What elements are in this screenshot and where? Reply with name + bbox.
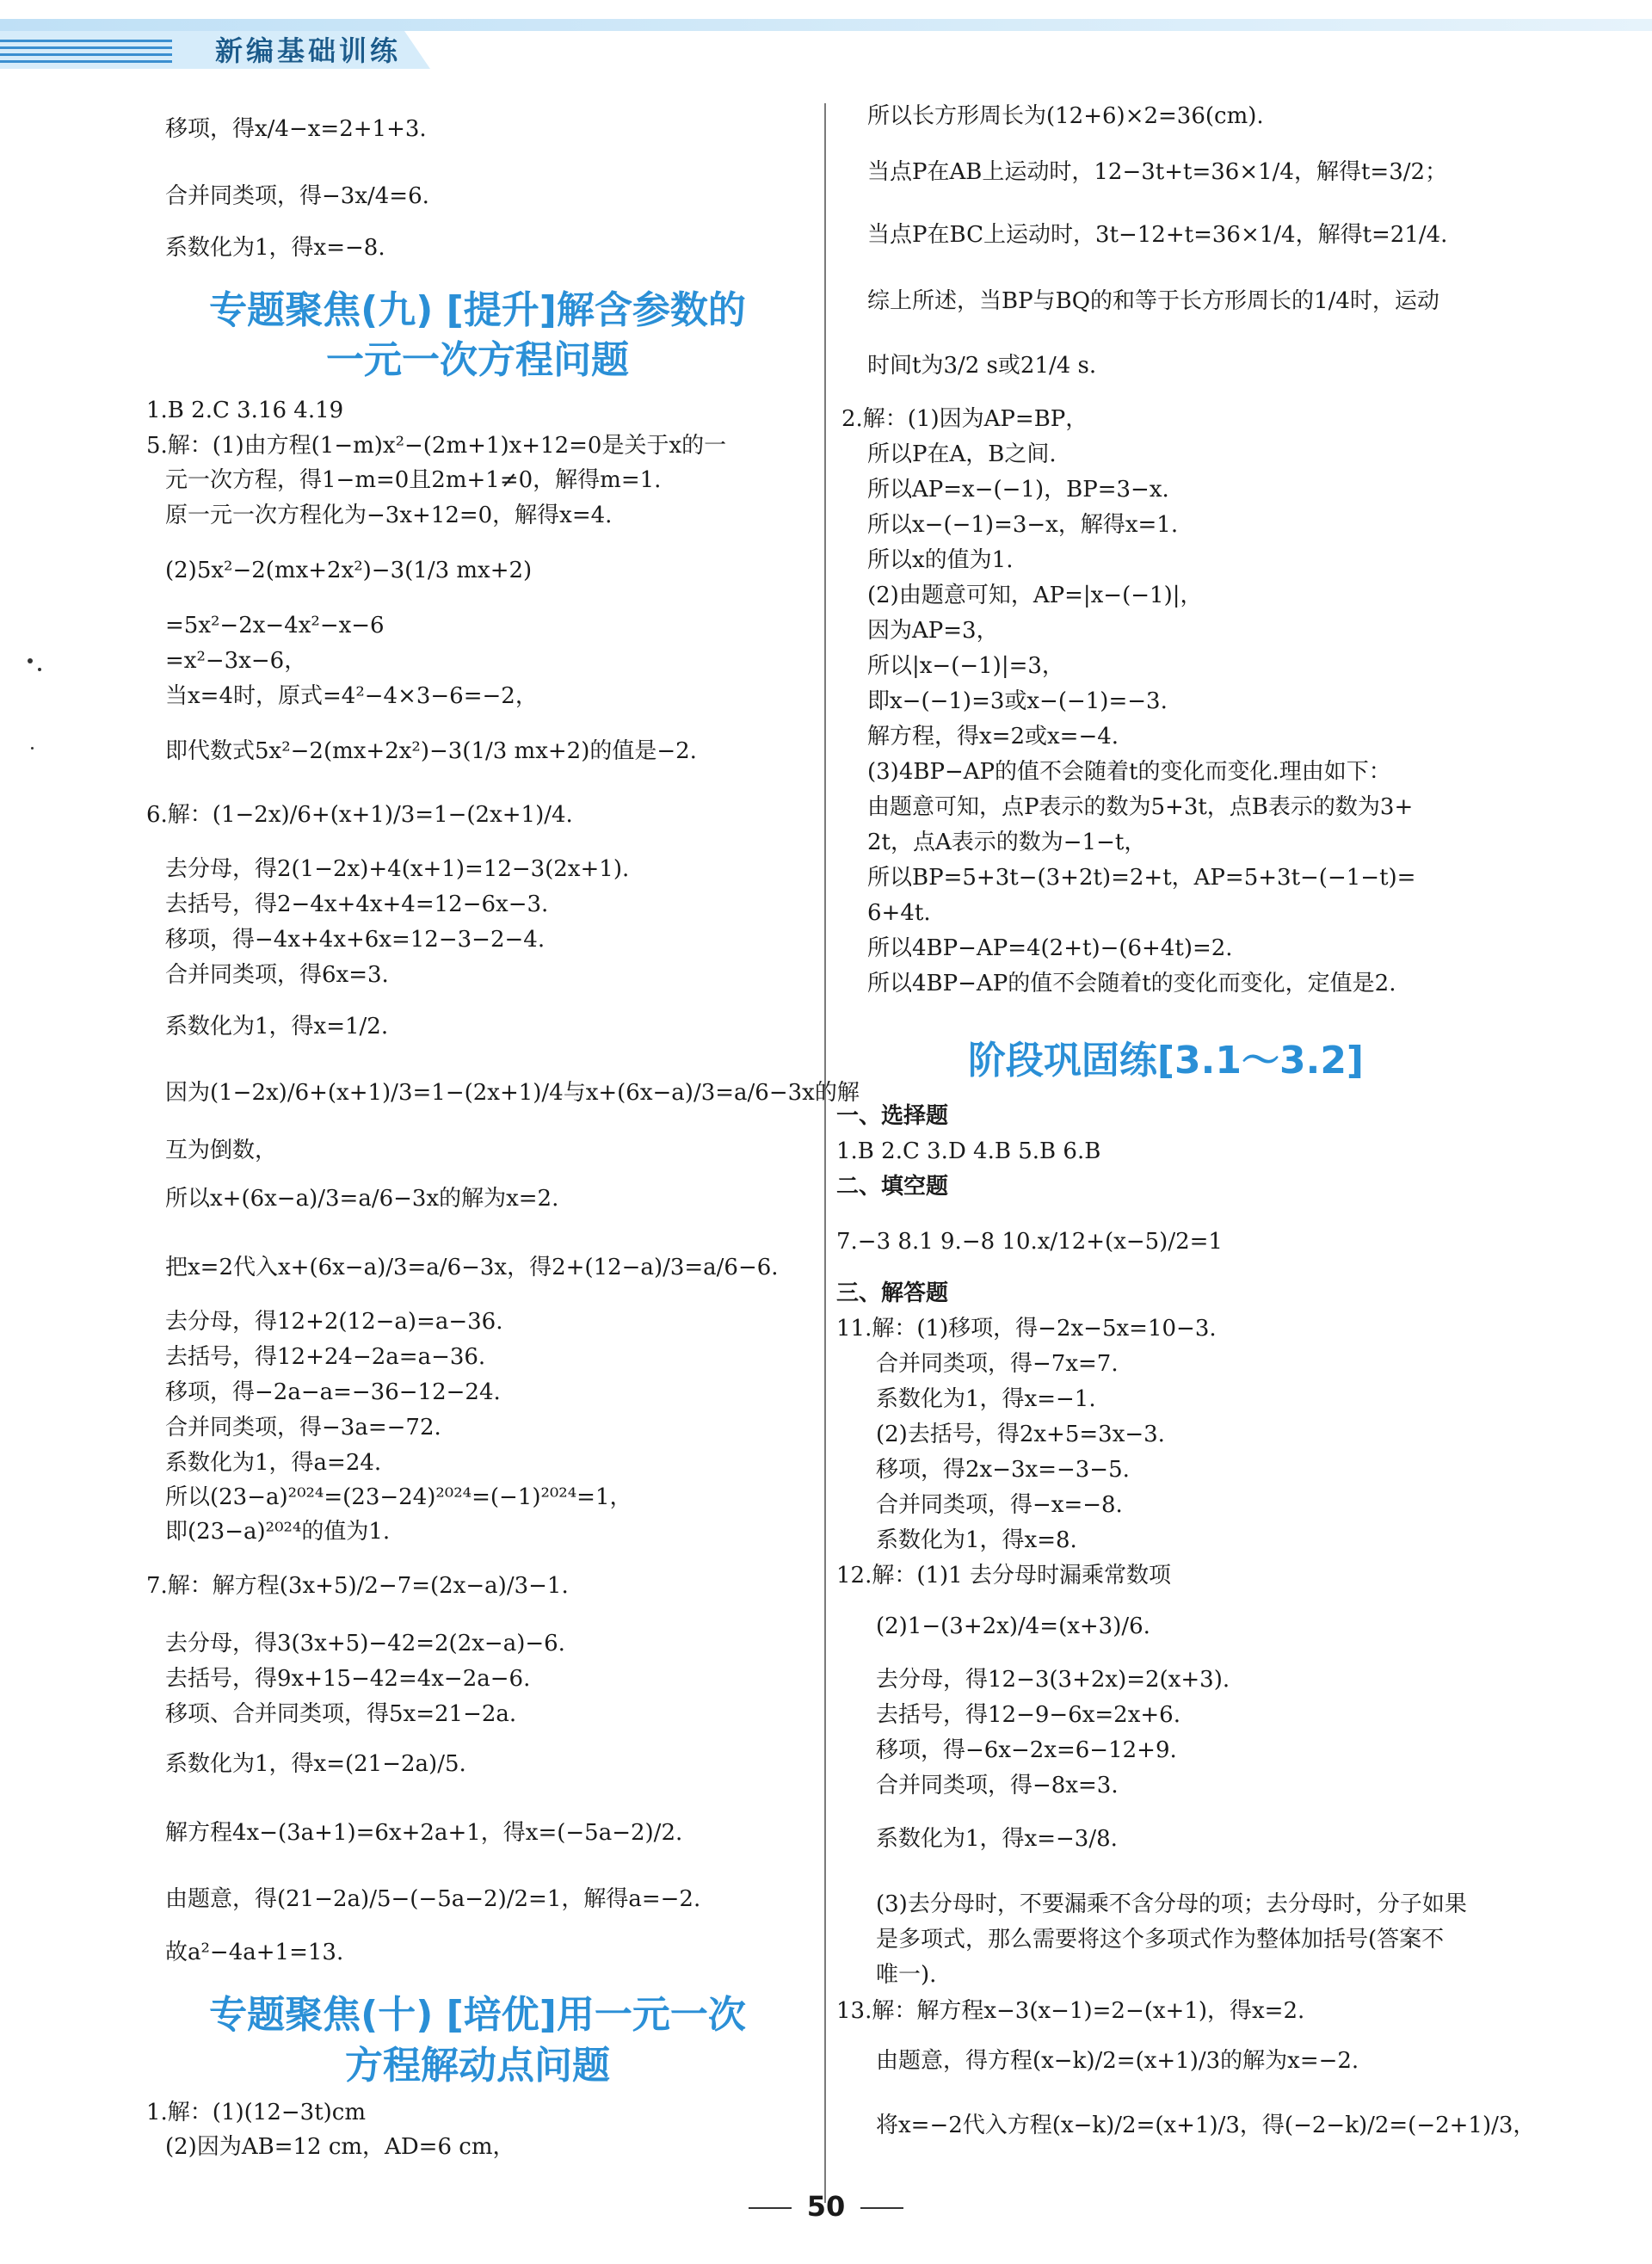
text-line: 当x=4时，原式=4²−4×3−6=−2， (165, 683, 538, 709)
text-line: (2)5x²−2(mx+2x²)−3(1/3 mx+2) (165, 558, 533, 583)
text-line: 移项，得−2a−a=−36−12−24. (165, 1379, 501, 1405)
text-line: 所以x的值为1. (867, 547, 1014, 573)
text-line: 系数化为1，得a=24. (165, 1450, 382, 1476)
text-line: 系数化为1，得x=1/2. (165, 1014, 389, 1039)
text-line: 因为AP=3， (867, 618, 999, 644)
text-line: 当点P在AB上运动时，12−3t+t=36×1/4，解得t=3/2； (867, 159, 1448, 185)
text-line: 去括号，得12+24−2a=a−36. (165, 1344, 486, 1370)
text-line: 即代数式5x²−2(mx+2x²)−3(1/3 mx+2)的值是−2. (165, 738, 697, 764)
text-line: 系数化为1，得x=−3/8. (876, 1826, 1118, 1852)
text-line: 系数化为1，得x=(21−2a)/5. (165, 1751, 466, 1777)
category-heading: 三、解答题 (836, 1280, 949, 1306)
text-line: (3)4BP−AP的值不会随着t的变化而变化.理由如下： (867, 759, 1391, 785)
text-line: 合并同类项，得−7x=7. (876, 1351, 1119, 1377)
text-line: 去括号，得2−4x+4x+4=12−6x−3. (165, 891, 549, 917)
text-line: (2)由题意可知，AP=|x−(−1)|， (867, 583, 1203, 608)
section-title: 阶段巩固练[3.1～3.2] (967, 1039, 1365, 1083)
section-title: 方程解动点问题 (345, 2044, 610, 2088)
margin-dot (31, 747, 34, 750)
text-line: 5.解：(1)由方程(1−m)x²−(2m+1)x+12=0是关于x的一 (146, 433, 727, 459)
text-line: 因为(1−2x)/6+(x+1)/3=1−(2x+1)/4与x+(6x−a)/3=a/6−3x的解 (165, 1080, 860, 1106)
text-line: 唯一). (876, 1962, 937, 1988)
text-line: =5x²−2x−4x²−x−6 (165, 613, 385, 638)
category-heading: 一、选择题 (836, 1103, 949, 1129)
text-line: 合并同类项，得−3a=−72. (165, 1415, 441, 1440)
text-line: 是多项式，那么需要将这个多项式作为整体加括号(答案不 (876, 1927, 1445, 1952)
text-line: 6.解：(1−2x)/6+(x+1)/3=1−(2x+1)/4. (146, 802, 573, 828)
text-line: 移项，得−6x−2x=6−12+9. (876, 1737, 1177, 1763)
text-line: 所以AP=x−(−1)，BP=3−x. (867, 477, 1169, 503)
text-line: 所以|x−(−1)|=3， (867, 653, 1064, 679)
text-line: 原一元一次方程化为−3x+12=0，解得x=4. (165, 503, 613, 528)
page-number (0, 2190, 1652, 2223)
text-line: 7.−3 8.1 9.−8 10.x/12+(x−5)/2=1 (836, 1229, 1223, 1255)
text-line: 2.解：(1)因为AP=BP， (841, 406, 1088, 432)
text-line: 1.B 2.C 3.16 4.19 (146, 398, 344, 423)
text-line: 所以P在A，B之间. (867, 441, 1057, 467)
text-line: 所以(23−a)²⁰²⁴=(23−24)²⁰²⁴=(−1)²⁰²⁴=1， (165, 1484, 632, 1510)
text-line: 故a²−4a+1=13. (165, 1940, 344, 1965)
text-line: 去括号，得12−9−6x=2x+6. (876, 1702, 1180, 1728)
column-divider (824, 103, 826, 2203)
text-line: 去分母，得12+2(12−a)=a−36. (165, 1309, 503, 1335)
text-line: (3)去分母时，不要漏乘不含分母的项；去分母时，分子如果 (876, 1891, 1467, 1917)
text-line: 去分母，得12−3(3+2x)=2(x+3). (876, 1667, 1230, 1693)
text-line: 解方程，得x=2或x=−4. (867, 724, 1119, 750)
text-line: 由题意，得(21−2a)/5−(−5a−2)/2=1，解得a=−2. (165, 1886, 701, 1912)
text-line: 1.B 2.C 3.D 4.B 5.B 6.B (836, 1138, 1101, 1164)
margin-dot (28, 658, 33, 663)
page-number-text: 50 (806, 2190, 846, 2223)
page-dash-left (749, 2207, 792, 2209)
text-line: 把x=2代入x+(6x−a)/3=a/6−3x，得2+(12−a)/3=a/6−6. (165, 1255, 779, 1280)
text-line: 解方程4x−(3a+1)=6x+2a+1，得x=(−5a−2)/2. (165, 1820, 683, 1846)
text-line: 系数化为1，得x=8. (876, 1527, 1077, 1553)
category-heading: 二、填空题 (836, 1174, 949, 1200)
text-line: 系数化为1，得x=−1. (876, 1386, 1096, 1412)
text-line: 所以BP=5+3t−(3+2t)=2+t，AP=5+3t−(−1−t)= (867, 865, 1416, 891)
text-line: 移项、合并同类项，得5x=21−2a. (165, 1701, 517, 1727)
text-line: (2)去括号，得2x+5=3x−3. (876, 1422, 1165, 1447)
page-dash-right (860, 2207, 903, 2209)
text-line: 所以4BP−AP=4(2+t)−(6+4t)=2. (867, 935, 1233, 961)
text-line: 移项，得x/4−x=2+1+3. (165, 116, 427, 142)
text-line: 13.解：解方程x−3(x−1)=2−(x+1)，得x=2. (836, 1998, 1305, 2024)
section-title: 专题聚焦(九) [提升]解含参数的 (209, 288, 746, 332)
text-line: 2t，点A表示的数为−1−t， (867, 830, 1147, 855)
text-line: 将x=−2代入方程(x−k)/2=(x+1)/3，得(−2−k)/2=(−2+1)/3， (876, 2113, 1536, 2138)
text-line: (2)因为AB=12 cm，AD=6 cm， (165, 2134, 515, 2160)
header-title: 新编基础训练 (215, 34, 402, 67)
text-line: 合并同类项，得−8x=3. (876, 1773, 1119, 1798)
text-line: 由题意，得方程(x−k)/2=(x+1)/3的解为x=−2. (876, 2048, 1359, 2074)
section-title: 一元一次方程问题 (326, 338, 629, 382)
text-line: 时间t为3/2 s或21/4 s. (867, 353, 1097, 379)
text-line: 当点P在BC上运动时，3t−12+t=36×1/4，解得t=21/4. (867, 222, 1448, 248)
text-line: 去括号，得9x+15−42=4x−2a−6. (165, 1666, 531, 1692)
text-line: =x²−3x−6， (165, 648, 307, 674)
text-line: 移项，得−4x+4x+6x=12−3−2−4. (165, 927, 546, 953)
text-line: 即(23−a)²⁰²⁴的值为1. (165, 1519, 391, 1545)
text-line: (2)1−(3+2x)/4=(x+3)/6. (876, 1613, 1150, 1639)
text-line: 即x−(−1)=3或x−(−1)=−3. (867, 688, 1168, 714)
text-line: 7.解：解方程(3x+5)/2−7=(2x−a)/3−1. (146, 1573, 569, 1599)
text-line: 所以4BP−AP的值不会随着t的变化而变化，定值是2. (867, 971, 1396, 996)
text-line: 元一次方程，得1−m=0且2m+1≠0，解得m=1. (165, 467, 662, 493)
text-line: 去分母，得2(1−2x)+4(x+1)=12−3(2x+1). (165, 856, 630, 882)
text-line: 6+4t. (867, 900, 931, 926)
text-line: 12.解：(1)1 去分母时漏乘常数项 (836, 1563, 1171, 1589)
text-line: 互为倒数， (165, 1138, 278, 1163)
text-line: 1.解：(1)(12−3t)cm (146, 2100, 366, 2125)
text-line: 移项，得2x−3x=−3−5. (876, 1457, 1130, 1483)
section-title: 专题聚焦(十) [培优]用一元一次 (209, 1993, 746, 2037)
text-line: 所以x−(−1)=3−x，解得x=1. (867, 512, 1179, 538)
text-line: 综上所述，当BP与BQ的和等于长方形周长的1/4时，运动 (867, 288, 1439, 314)
text-line: 所以长方形周长为(12+6)×2=36(cm). (867, 103, 1264, 129)
text-line: 系数化为1，得x=−8. (165, 235, 385, 261)
margin-dot (38, 668, 41, 671)
text-line: 所以x+(6x−a)/3=a/6−3x的解为x=2. (165, 1186, 559, 1212)
text-line: 由题意可知，点P表示的数为5+3t，点B表示的数为3+ (867, 794, 1414, 820)
text-line: 合并同类项，得−x=−8. (876, 1492, 1123, 1518)
text-line: 合并同类项，得6x=3. (165, 962, 389, 988)
text-line: 去分母，得3(3x+5)−42=2(2x−a)−6. (165, 1631, 565, 1656)
text-line: 11.解：(1)移项，得−2x−5x=10−3. (836, 1316, 1217, 1342)
text-line: 合并同类项，得−3x/4=6. (165, 183, 429, 209)
